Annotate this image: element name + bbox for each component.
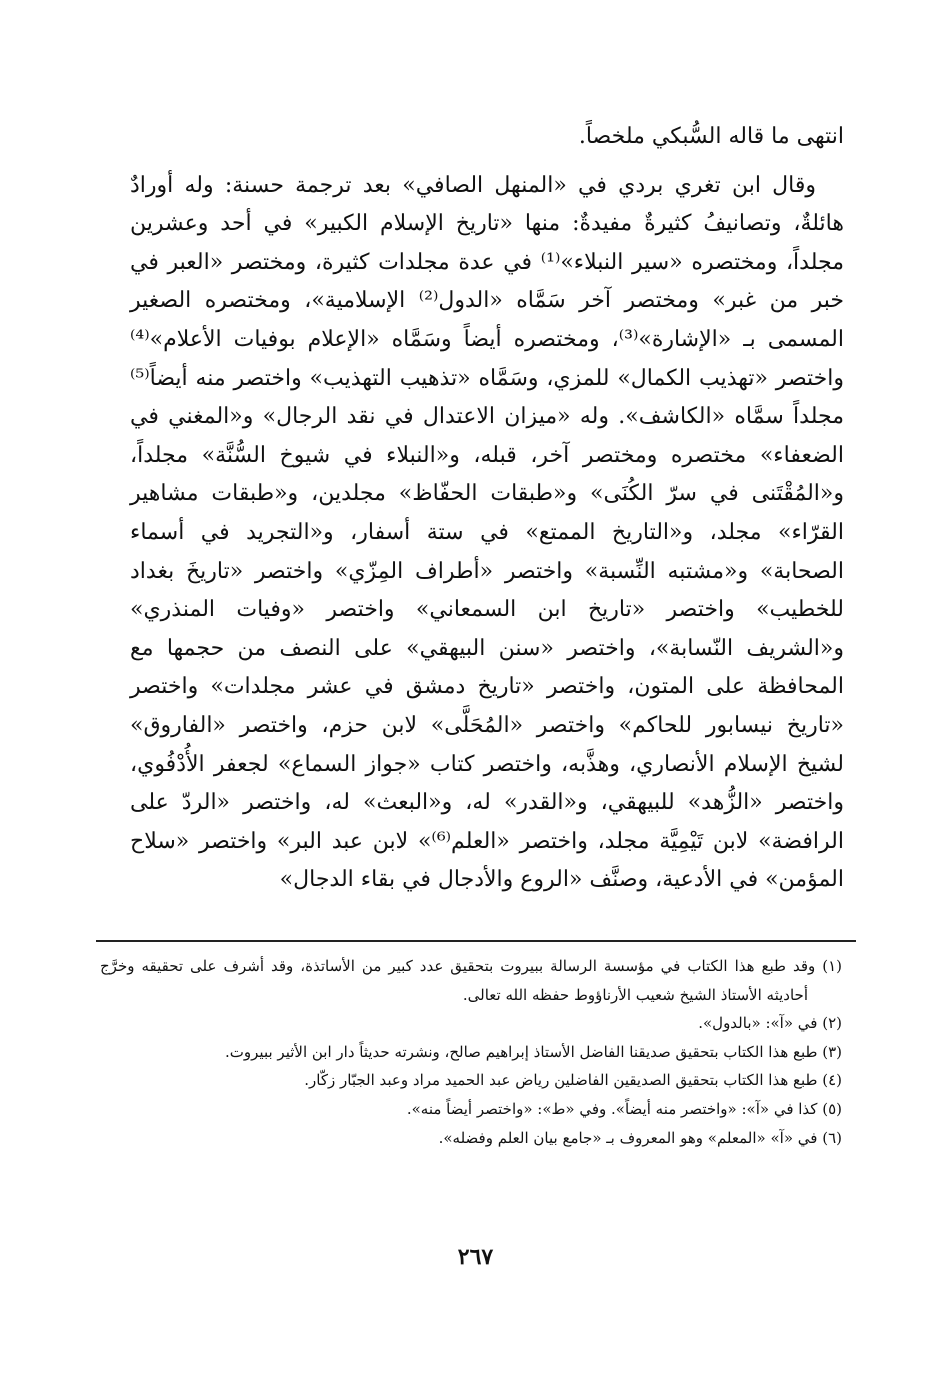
footnotes — [100, 952, 842, 1152]
footnote-1: (١) وقد طبع هذا الكتاب في مؤسسة الرسالة ببيروت بتحقيق عدد كبير من الأساتذة، وقد أشرف على تحقيقه وخرَّج أحاديثه الأستاذ الشيخ شعيب الأرناؤوط حفظه الله تعالى. — [100, 957, 842, 1004]
page-number: ٢٦٧ — [457, 1244, 494, 1270]
opening-line: انتهى ما قاله السُّبكي ملخصاً. — [578, 124, 844, 149]
footnote-5: (٥) كذا في «آ»: «واختصر منه أيضاً». وفي «ط»: «واختصر أيضاً منه». — [406, 1099, 842, 1118]
footnote-6: (٦) في «آ» «المعلم» وهو المعروف بـ «جامع بيان العلم وفضله». — [438, 1128, 842, 1147]
footnote-4: (٤) طبع هذا الكتاب بتحقيق الصديقين الفاضلين رياض عبد الحميد مراد وعبد الجبّار زكّار. — [304, 1071, 842, 1090]
footnote-2: (٢) في «آ»: «بالدول». — [698, 1014, 842, 1033]
footnote-3: (٣) طبع هذا الكتاب بتحقيق صديقنا الفاضل الأستاذ إبراهيم صالح، ونشرته حديثاً دار ابن الأثير ببيروت. — [225, 1042, 842, 1061]
body-paragraph: وقال ابن تغري بردي في «المنهل الصافي» بعد ترجمة حسنة: وله أورادٌ هائلةٌ، وتصانيفُ كثيرةٌ مفيدةٌ: منها «تاريخ الإسلام الكبير» في أحد وعشرين مجلداً، ومختصره «سير النبلاء»⁽¹⁾ في عدة مجلدات كثيرة، ومختصر «العبر في خبر من غبر» ومختصر آخر سَمَّاه «الدول⁽²⁾ الإسلامية»، ومختصره الصغير المسمى بـ «الإشارة»⁽³⁾، ومختصره أيضاً وسَمَّاه «الإعلام بوفيات الأعلام»⁽⁴⁾ واختصر «تهذيب الكمال» للمزي، وسَمَّاه «تذهيب التهذيب» واختصر منه أيضاً⁽⁵⁾ مجلداً سمَّاه «الكاشف». وله «ميزان الاعتدال في نقد الرجال» و«المغني في الضعفاء» مختصره ومختصر آخر، قبله، و«النبلاء في شيوخ السُّنَّة» مجلداً، و«المُقْتَنى في سرّ الكُنَى» و«طبقات الحفّاظ» مجلدين، و«طبقات مشاهير القرّاء» مجلد، و«التاريخ الممتع» في ستة أسفار، و«التجريد في أسماء الصحابة» و«مشتبه النِّسبة» واختصر «أطراف المِزّي» واختصر «تاريخَ بغداد للخطيب» واختصر «تاريخ ابن السمعاني» واختصر «وفيات المنذري» و«الشريف النّسابة»، واختصر «سنن البيهقي» على النصف من حجمها مع المحافظة على المتون، واختصر «تاريخ دمشق في عشر مجلدات» واختصر «تاريخ نيسابور للحاكم» واختصر «المُحَلَّى» لابن حزم، واختصر «الفاروق» لشيخ الإسلام الأنصاري، وهذَّبه، واختصر كتاب «جواز السماع» لجعفر الأُدْفُوي، واختصر «الزُّهد» للبيهقي، و«القدر» له، و«البعث» له، واختصر «الردّ على الرافضة» لابن تَيْمِيَّة مجلد، واختصر «العلم⁽⁶⁾» لابن عبد البر» واختصر «سلاح المؤمن» في الأدعية، وصنَّف «الروع والأدجال في بقاء الدجال» — [130, 172, 844, 893]
footnote-divider — [96, 940, 856, 942]
main-text — [130, 118, 844, 900]
